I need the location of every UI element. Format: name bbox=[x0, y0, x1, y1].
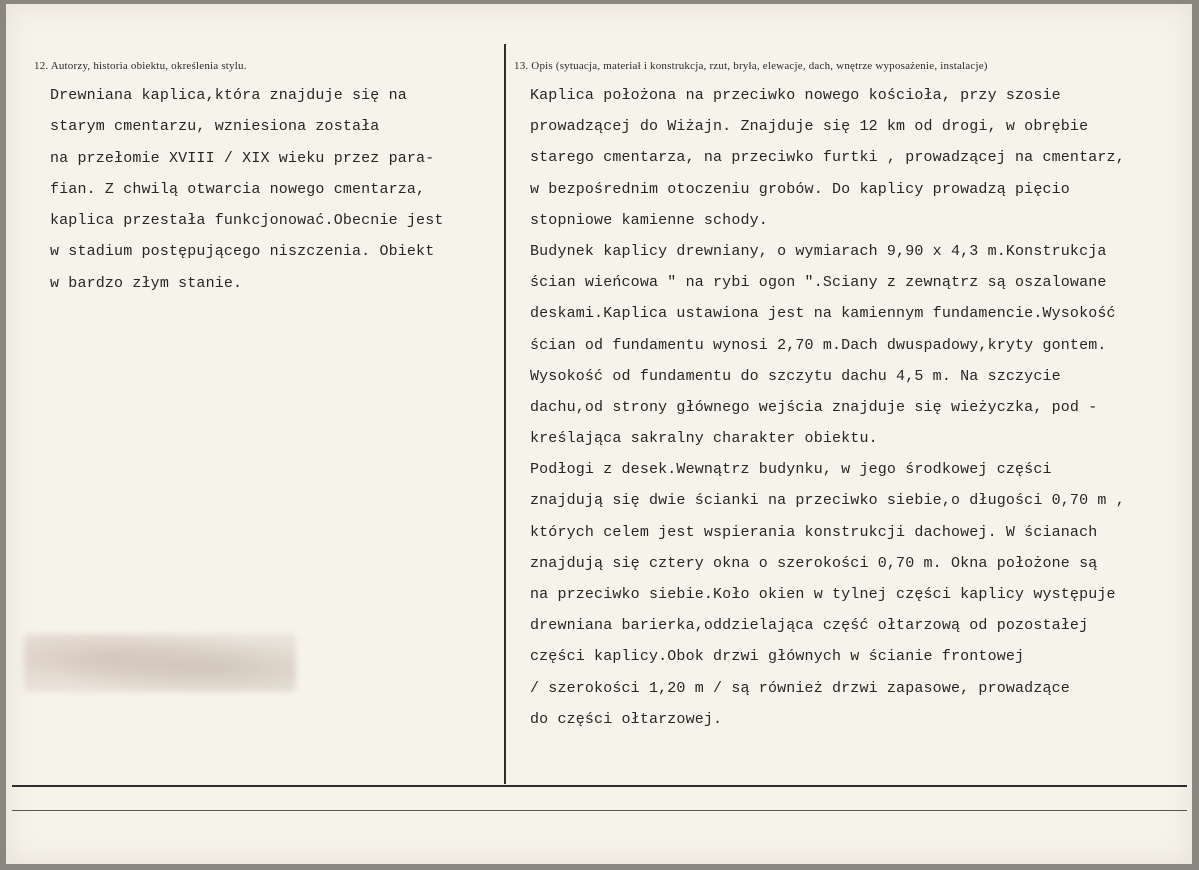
text-line: ścian od fundamentu wynosi 2,70 m.Dach dwuspadowy,kryty gontem. bbox=[530, 336, 1107, 354]
text-line: Wysokość od fundamentu do szczytu dachu 4,5 m. Na szczycie bbox=[530, 367, 1061, 385]
text-line: do części ołtarzowej. bbox=[530, 710, 723, 728]
section-12 bbox=[34, 60, 494, 299]
text-line: na przeciwko siebie.Koło okien w tylnej części kaplicy występuje bbox=[530, 586, 1116, 603]
text-line: ścian wieńcowa " na rybi ogon ".Sciany z zewnątrz są oszalowane bbox=[530, 274, 1107, 292]
text-line: części kaplicy.Obok drzwi głównych w ścianie frontowej bbox=[530, 648, 1025, 666]
text-line: kreślająca sakralny charakter obiektu. bbox=[530, 430, 878, 448]
text-line: deskami.Kaplica ustawiona jest na kamiennym fundamencie.Wysokość bbox=[530, 305, 1116, 323]
text-line: starym cmentarzu, wzniesiona została bbox=[50, 118, 380, 136]
text-line: znajdują się dwie ścianki na przeciwko siebie,o długości 0,70 m , bbox=[530, 492, 1125, 510]
text-line: Budynek kaplicy drewniany, o wymiarach 9,90 x 4,3 m.Konstrukcja bbox=[530, 242, 1107, 260]
text-line: fian. Z chwilą otwarcia nowego cmentarza, bbox=[50, 180, 426, 198]
text-line: kaplica przestała funkcjonować.Obecnie jest bbox=[50, 212, 444, 230]
text-line: w bezpośrednim otoczeniu grobów. Do kaplicy prowadzą pięcio bbox=[530, 180, 1070, 198]
form-rule bbox=[12, 785, 1187, 787]
form-rule bbox=[12, 810, 1187, 811]
text-line: dachu,od strony głównego wejścia znajduje się wieżyczka, pod - bbox=[530, 398, 1098, 416]
section-13 bbox=[514, 60, 1184, 735]
text-line: Podłogi z desek.Wewnątrz budynku, w jego środkowej części bbox=[530, 461, 1052, 479]
text-line: znajdują się cztery okna o szerokości 0,70 m. Okna położone są bbox=[530, 554, 1098, 572]
text-line: stopniowe kamienne schody. bbox=[530, 211, 768, 229]
text-line: Kaplica położona na przeciwko nowego kościoła, przy szosie bbox=[530, 87, 1061, 104]
column-divider bbox=[504, 44, 506, 784]
text-line: drewniana barierka,oddzielająca część ołtarzową od pozostałej bbox=[530, 617, 1089, 635]
document-page bbox=[6, 4, 1192, 864]
text-line: których celem jest wspierania konstrukcji dachowej. W ścianach bbox=[530, 523, 1098, 541]
text-line: Drewniana kaplica,która znajduje się na bbox=[50, 87, 407, 104]
text-line: na przełomie XVIII / XIX wieku przez para- bbox=[50, 149, 435, 167]
text-line: / szerokości 1,20 m / są również drzwi zapasowe, prowadzące bbox=[530, 679, 1070, 697]
faded-stamp bbox=[24, 634, 296, 692]
section-12-text bbox=[34, 80, 494, 299]
text-line: starego cmentarza, na przeciwko furtki , prowadzącej na cmentarz, bbox=[530, 149, 1125, 167]
text-line: w bardzo złym stanie. bbox=[50, 274, 243, 292]
section-13-heading: 13. Opis (sytuacja, materiał i konstrukcja, rzut, bryła, elewacje, dach, wnętrze wyposażenie, instalacje) bbox=[514, 60, 988, 72]
text-line: w stadium postępującego niszczenia. Obiekt bbox=[50, 243, 435, 261]
section-12-heading: 12. Autorzy, historia obiektu, określenia stylu. bbox=[34, 60, 247, 72]
section-13-text bbox=[514, 80, 1184, 735]
text-line: prowadzącej do Wiżajn. Znajduje się 12 km od drogi, w obrębie bbox=[530, 118, 1089, 136]
